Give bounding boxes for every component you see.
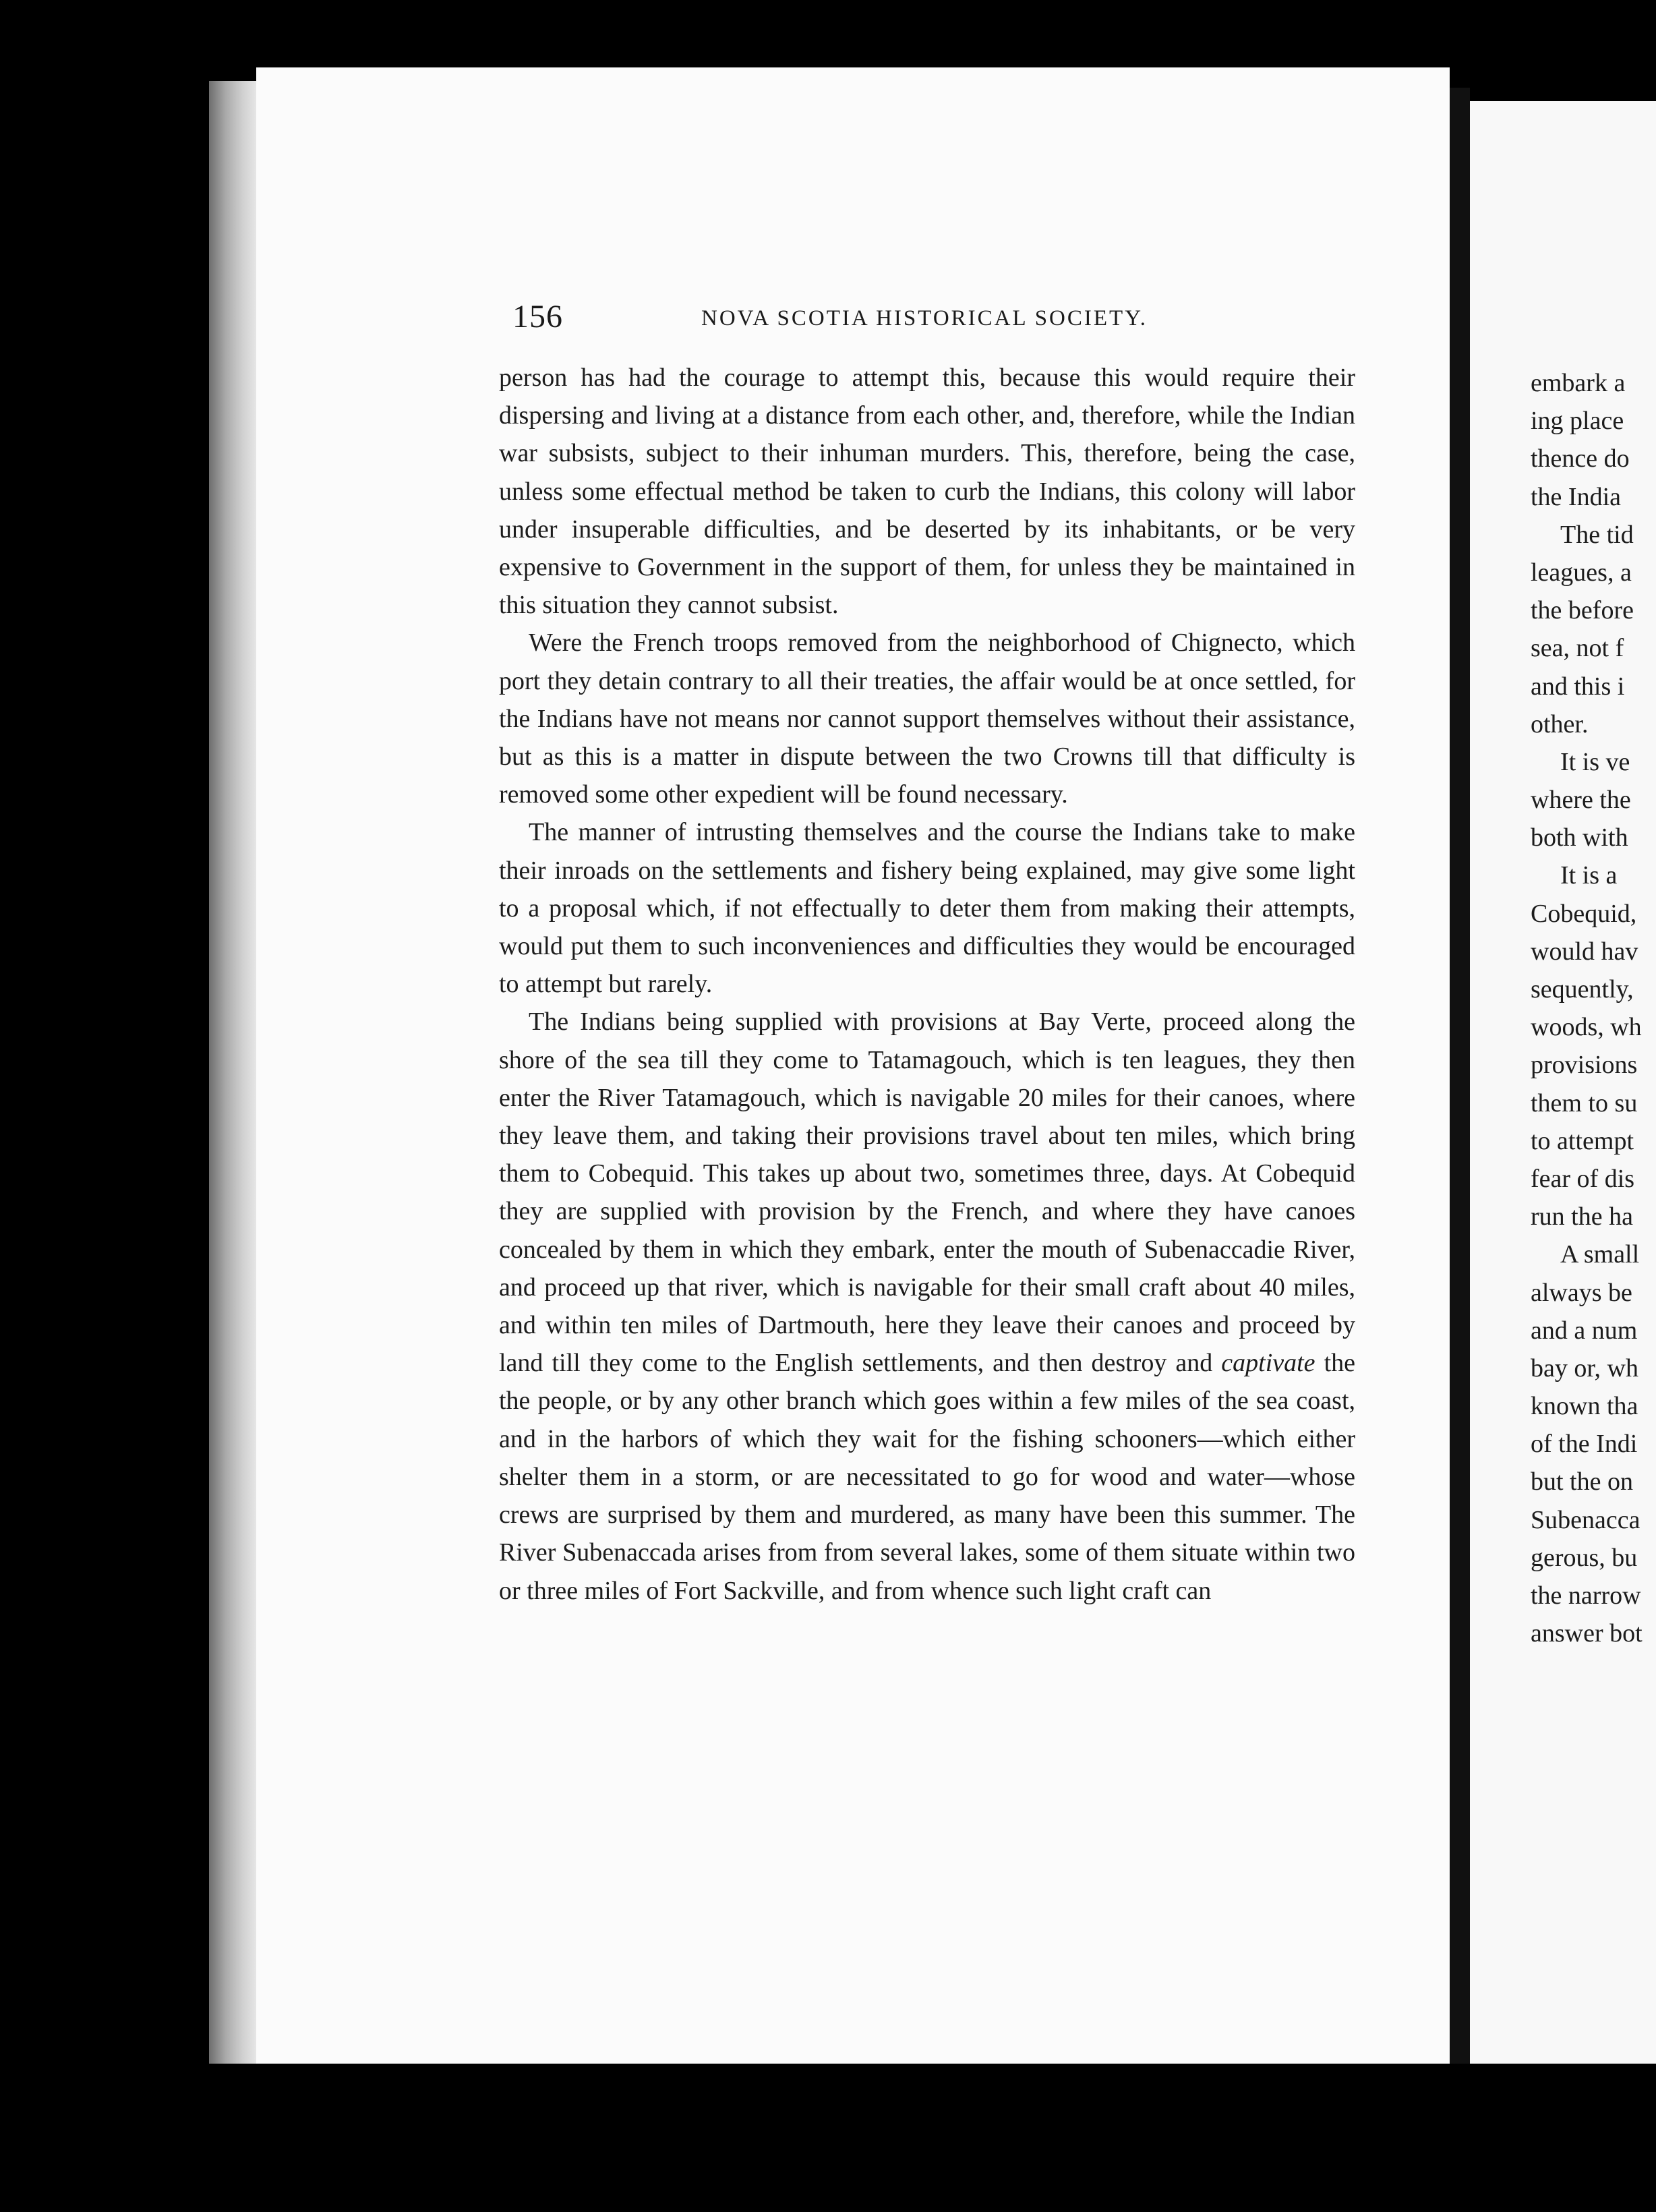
right-page-line: the India bbox=[1531, 482, 1622, 511]
right-page-line: It is ve bbox=[1560, 747, 1630, 776]
right-page-line: provisions bbox=[1531, 1051, 1638, 1080]
right-page-line: and this i bbox=[1531, 672, 1625, 701]
paragraph-3: The manner of intrusting themselves and the course the Indians take to make their inroads on the settlements and fishery being explained, may give some light to a proposal which, if not effectually to deter them from making their attempts, would put them to such inconveniences and difficulties they would be encouraged to attempt but rarely. bbox=[499, 818, 1355, 999]
paragraph-2: Were the French troops removed from the neighborhood of Chignecto, which port they detain contrary to all their treaties, the affair would be at once settled, for the Indians have not means nor cannot support themselves without their assistance, but as this is a matter in dispute between the two Crowns till that difficulty is removed some other expedient will be found necessary. bbox=[499, 629, 1355, 809]
right-page-line: them to su bbox=[1531, 1088, 1638, 1117]
right-page-line: but the on bbox=[1531, 1467, 1633, 1496]
running-head: NOVA SCOTIA HISTORICAL SOCIETY. bbox=[701, 306, 1148, 330]
right-page-line: known tha bbox=[1531, 1392, 1638, 1421]
paragraph-4 bbox=[499, 1003, 1355, 1609]
right-page-line: fear of dis bbox=[1531, 1164, 1635, 1193]
right-page-line: both with bbox=[1531, 823, 1628, 852]
page-number: 156 bbox=[512, 299, 563, 334]
right-page bbox=[1470, 101, 1656, 2064]
right-page-line: sea, not f bbox=[1531, 634, 1624, 663]
paragraph-1: person has had the courage to attempt this, because this would require their dispersing and living at a distance from each other, and, therefore, while the Indian war subsists, subject to their inhuman murders. This, therefore, being the case, unless some effectual method be taken to curb the Indians, this colony will labor under insuperable difficulties, and be deserted by its inhabitants, or be very expensive to Government in the support of them, for unless they be maintained in this situation they cannot subsist. bbox=[499, 363, 1355, 620]
right-page-line: run the ha bbox=[1531, 1202, 1633, 1231]
right-page-line: other. bbox=[1531, 709, 1589, 738]
right-page-line: always be bbox=[1531, 1278, 1632, 1307]
right-page-line: thence do bbox=[1531, 444, 1630, 473]
italic-captivate: captivate bbox=[1221, 1349, 1315, 1378]
page-edge bbox=[209, 81, 256, 2064]
right-page-text bbox=[1531, 364, 1656, 1652]
right-page-line: the before bbox=[1531, 596, 1634, 625]
right-page-line: and a num bbox=[1531, 1316, 1638, 1345]
right-page-line: woods, wh bbox=[1531, 1013, 1642, 1042]
right-page-line: The tid bbox=[1560, 520, 1634, 549]
paragraph-4-main: The Indians being supplied with provisions at Bay Verte, proceed along the shore of the sea till they come to Tatamagouch, which is ten leagues, they then enter the River Tatamagouch, which is navigable 20 miles for their canoes, where they leave them, and taking their provisions travel about ten miles, which bring them to Cobequid. This takes up about two, sometimes three, days. At Cobequid they are supplied with provision by the French, and where they have canoes concealed by them in which they embark, enter the mouth of Subenaccadie River, and proceed up that river, which is navigable for their small craft about 40 miles, and within ten miles of Dartmouth, here they leave their canoes and proceed by land till they come to the English settlements, and then destroy and bbox=[499, 1008, 1355, 1378]
right-page-line: where the bbox=[1531, 786, 1631, 815]
book-gutter bbox=[1450, 88, 1470, 2064]
right-page-line: the narrow bbox=[1531, 1581, 1641, 1610]
right-page-line: A small bbox=[1560, 1240, 1640, 1269]
right-page-line: It is a bbox=[1560, 861, 1618, 890]
right-page-line: would hav bbox=[1531, 937, 1638, 966]
right-page-line: ing place bbox=[1531, 407, 1624, 436]
right-page-line: sequently, bbox=[1531, 975, 1634, 1003]
body-text bbox=[499, 359, 1355, 1610]
right-page-line: gerous, bu bbox=[1531, 1543, 1638, 1572]
right-page-line: of the Indi bbox=[1531, 1430, 1638, 1459]
paragraph-4-tail: the the people, or by any other branch which goes within a few miles of the sea coast, and in the harbors of which they wait for the fishing schooners—which either shelter them in a storm, or are necessitated to go for wood and water—whose crews are surprised by them and murdered, as many have been this summer. The River Subenaccada arises from from several lakes, some of them situate within two or three miles of Fort Sackville, and from whence such light craft can bbox=[499, 1349, 1356, 1605]
right-page-line: to attempt bbox=[1531, 1126, 1634, 1155]
right-page-line: Subenacca bbox=[1531, 1505, 1640, 1534]
right-page-line: embark a bbox=[1531, 369, 1626, 397]
right-page-line: answer bot bbox=[1531, 1619, 1643, 1648]
page-header bbox=[512, 298, 1450, 352]
right-page-line: bay or, wh bbox=[1531, 1354, 1638, 1382]
right-page-line: leagues, a bbox=[1531, 558, 1632, 587]
right-page-line: Cobequid, bbox=[1531, 899, 1637, 928]
left-page bbox=[256, 67, 1450, 2064]
